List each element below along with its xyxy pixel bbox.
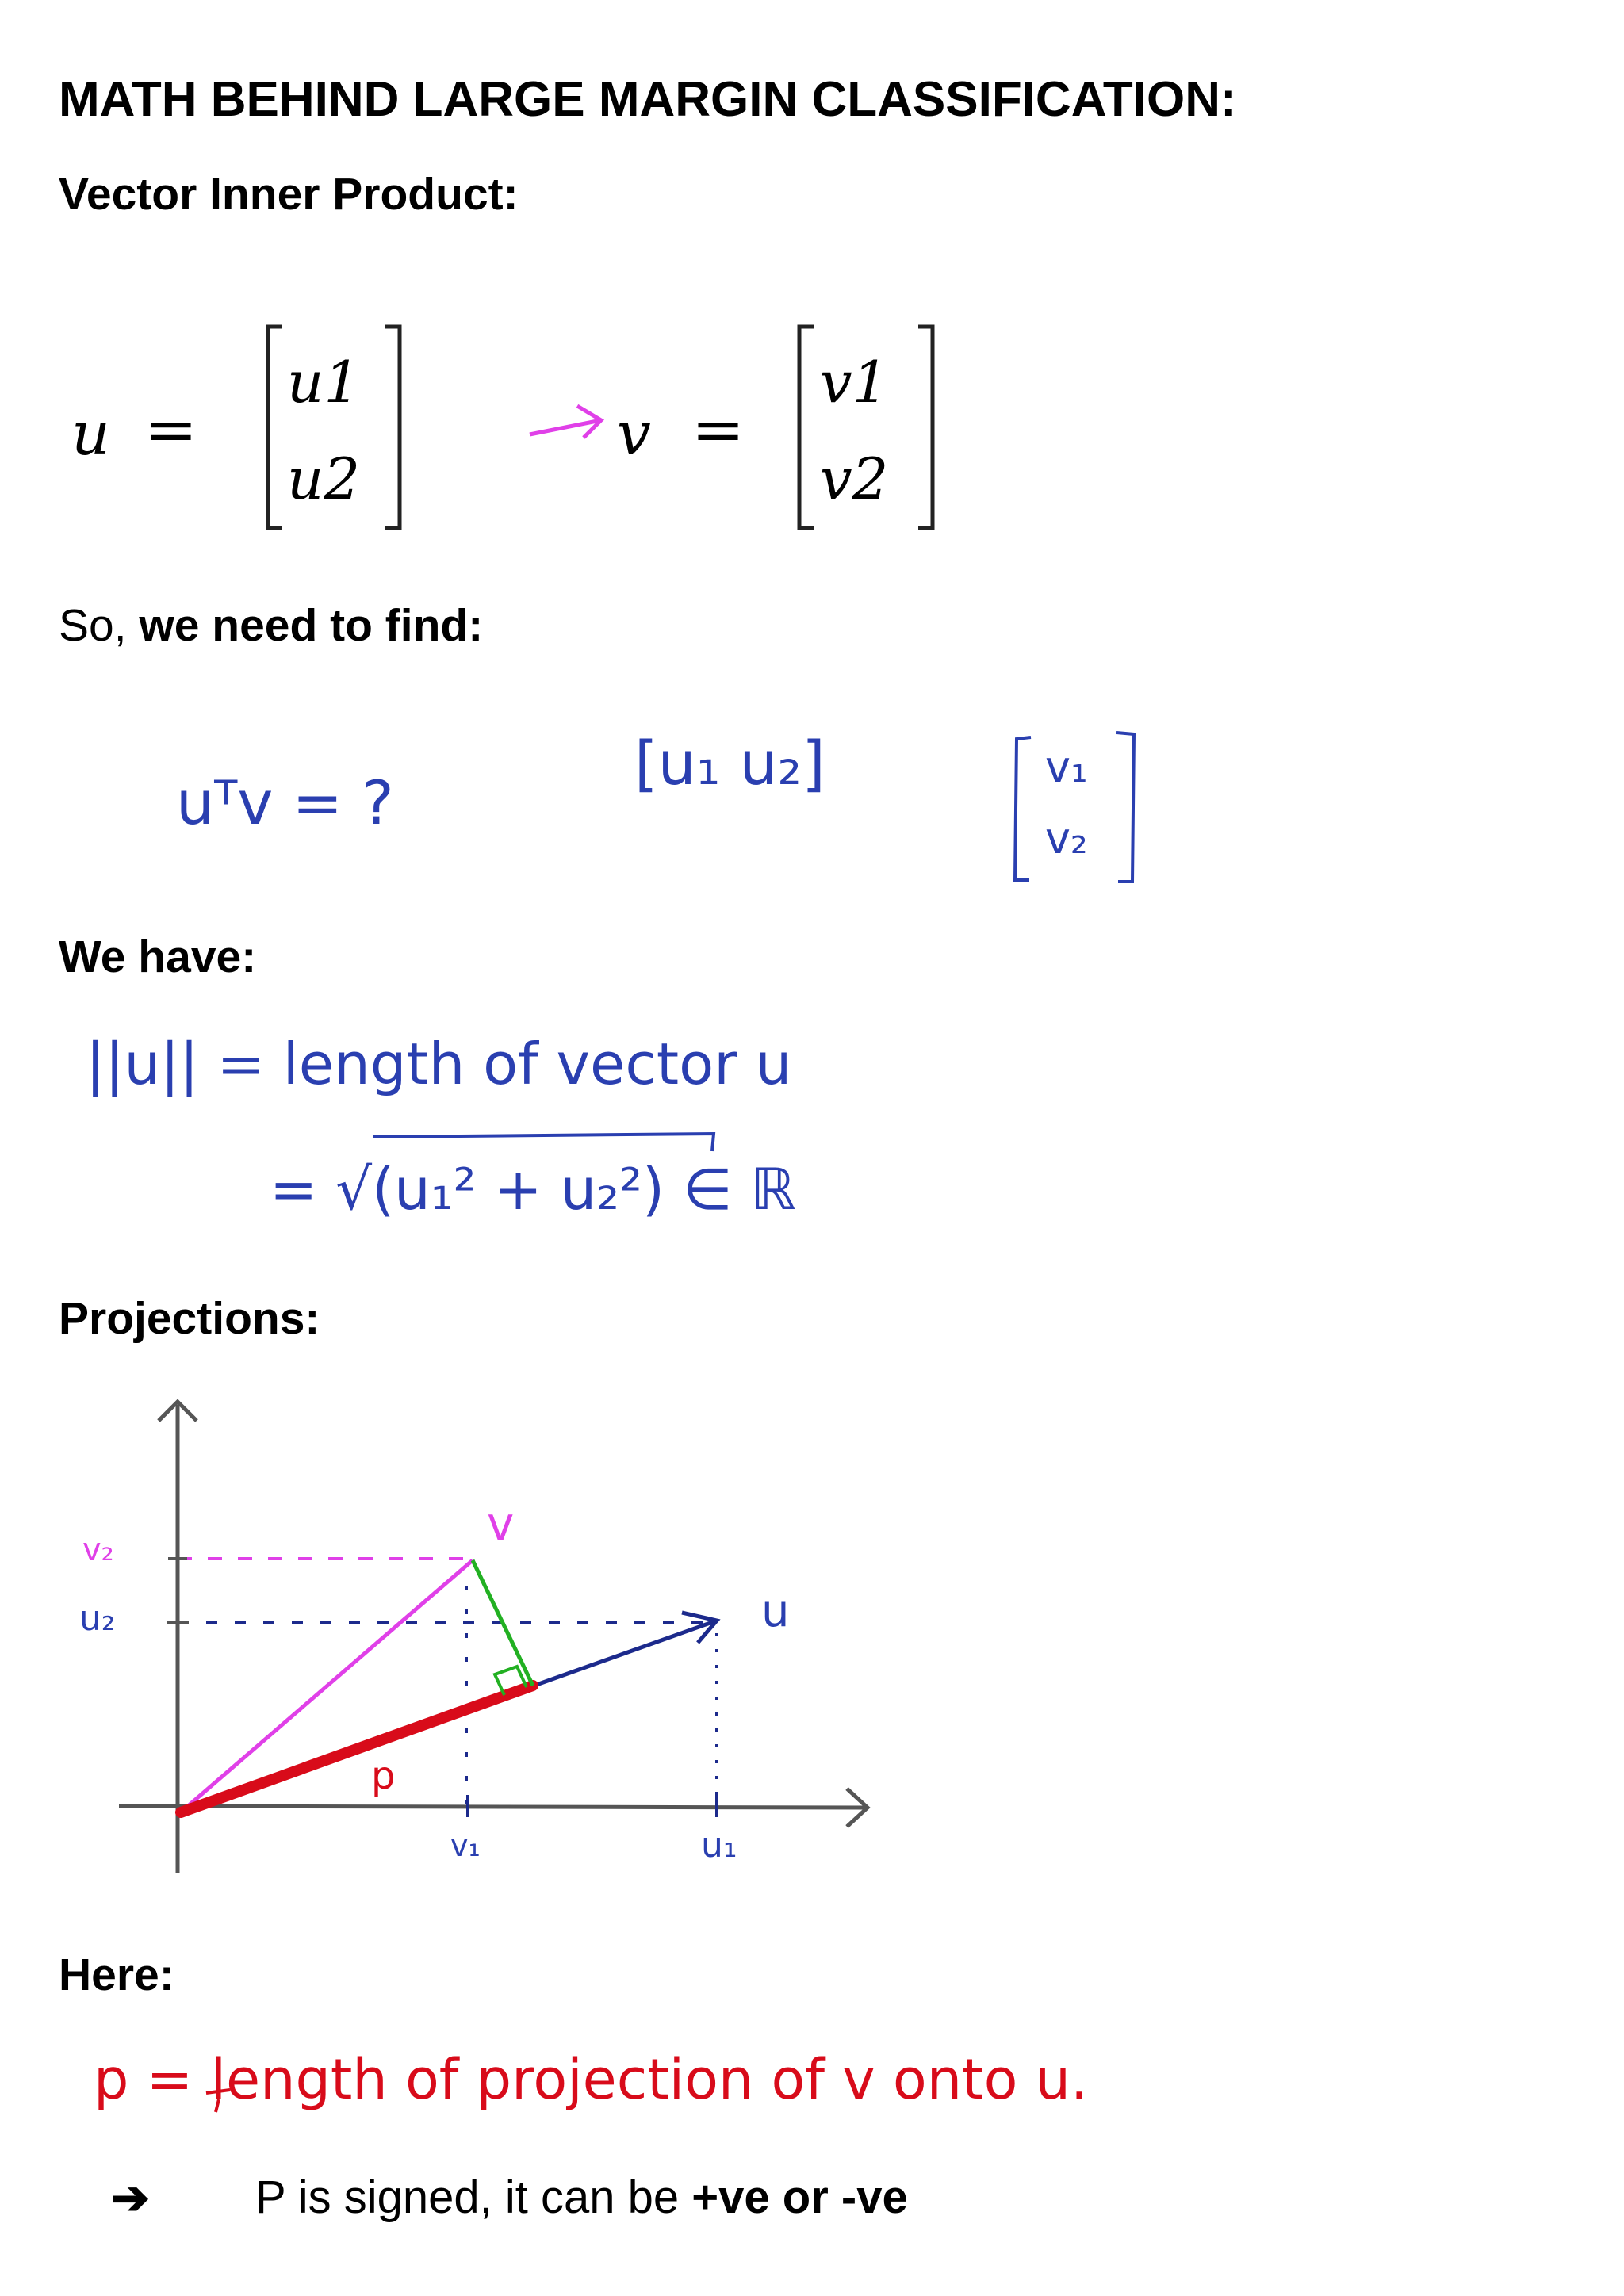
p-underline-mark bbox=[206, 2090, 230, 2112]
signed-note-bold: +ve or -ve bbox=[691, 2172, 908, 2223]
equals-sign: = bbox=[144, 392, 198, 466]
section-heading-here: Here: bbox=[59, 1950, 174, 2000]
page-title: MATH BEHIND LARGE MARGIN CLASSIFICATION: bbox=[59, 72, 1237, 127]
handwritten-p-definition: p = length of projection of v onto u. bbox=[94, 2047, 1089, 2112]
need-to-find-prefix: So, bbox=[59, 600, 127, 651]
u-vector-brackets bbox=[268, 327, 400, 528]
handwritten-row-vector: [u₁ u₂] bbox=[634, 728, 825, 798]
graph-label-v1: v₁ bbox=[450, 1828, 481, 1863]
projection-diagram bbox=[119, 1402, 868, 1873]
vector-u-name: u bbox=[71, 398, 110, 469]
signed-note-text: P is signed, it can be bbox=[255, 2172, 692, 2223]
vector-v-entry-1: v1 bbox=[820, 349, 889, 415]
handwritten-col-entry-2: v₂ bbox=[1045, 813, 1088, 863]
pointer-arrow-icon bbox=[530, 406, 601, 438]
section-heading-we-have: We have: bbox=[59, 932, 257, 982]
handwritten-norm-formula: = √(u₁² + u₂²) ∈ ℝ bbox=[270, 1156, 796, 1223]
vector-u-entry-1: u1 bbox=[287, 349, 361, 415]
need-to-find-bold: we need to find: bbox=[139, 600, 484, 651]
vector-v-entry-2: v2 bbox=[820, 446, 889, 512]
sqrt-overline bbox=[373, 1134, 714, 1151]
vector-v-name: v bbox=[617, 398, 651, 469]
handwritten-norm-definition: ||u|| = length of vector u bbox=[86, 1031, 792, 1097]
equals-sign-v: = bbox=[691, 392, 745, 466]
graph-label-v: v bbox=[487, 1497, 515, 1551]
graph-label-u: u bbox=[761, 1586, 790, 1637]
graph-label-v2: v₂ bbox=[82, 1532, 114, 1568]
graph-label-u2: u₂ bbox=[79, 1598, 116, 1639]
handwritten-col-brackets bbox=[1015, 733, 1134, 882]
section-heading-projections: Projections: bbox=[59, 1293, 320, 1344]
section-heading-inner-product: Vector Inner Product: bbox=[59, 169, 519, 220]
v-vector-brackets bbox=[799, 327, 933, 528]
graph-label-u1: u₁ bbox=[701, 1825, 737, 1866]
graph-label-p: p bbox=[371, 1754, 396, 1798]
handwritten-utv: uᵀv = ? bbox=[176, 767, 394, 838]
note-arrow: ➔ bbox=[111, 2172, 150, 2224]
vector-u-entry-2: u2 bbox=[287, 446, 361, 512]
handwritten-col-entry-1: v₁ bbox=[1045, 742, 1088, 792]
